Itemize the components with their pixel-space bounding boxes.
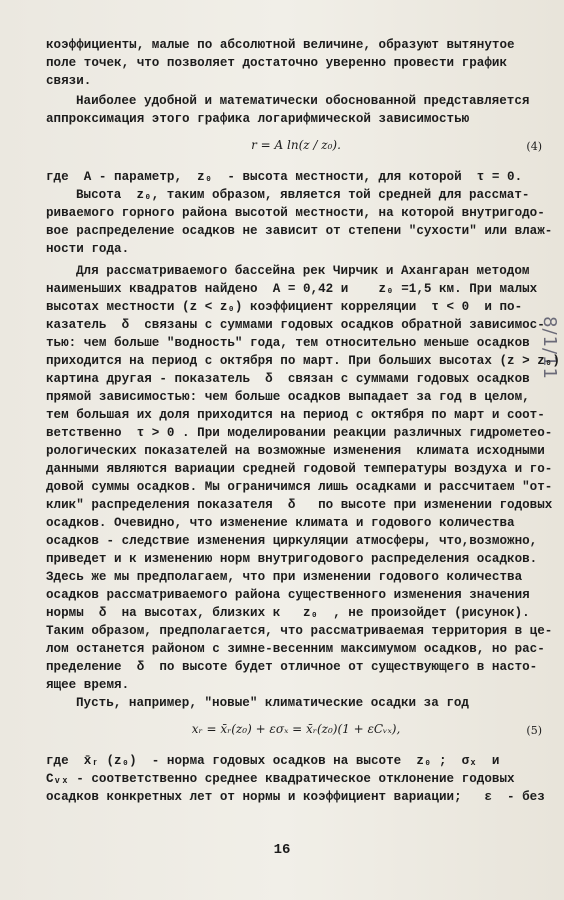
- text-line: прямой зависимостью: чем больше осадков выпадает за год в целом,: [46, 390, 530, 404]
- formula-5: xᵣ = x̄ᵣ(z₀) + εσₓ = x̄ᵣ(z₀)(1 + εCᵥₓ),: [191, 722, 401, 736]
- text-line: приведет и к изменению норм внутригодового распределения осадков.: [46, 552, 538, 566]
- equation-number-4: (4): [526, 140, 542, 153]
- text-line: где x̄ᵣ (z₀) - норма годовых осадков на высоте z₀ ; σₓ и: [46, 754, 500, 768]
- paragraph-2: [46, 92, 546, 128]
- text-line: Для рассматриваемого бассейна рек Чирчик и Ахангаран методом: [76, 264, 530, 278]
- paragraph-6: [46, 752, 546, 806]
- text-line: Таким образом, предполагается, что рассматриваемая территория в це-: [46, 624, 553, 638]
- text-line: пределение δ по высоте будет отличное от существующего в насто-: [46, 660, 538, 674]
- equation-5: [46, 716, 546, 742]
- text-line: Cᵥₓ - соответственно среднее квадратическое отклонение годовых: [46, 772, 515, 786]
- text-line: коэффициенты, малые по абсолютной величине, образуют вытянутое: [46, 38, 515, 52]
- text-line: тью: чем больше "водность" года, тем относительно меньше осадков: [46, 336, 530, 350]
- paragraph-5: [46, 694, 546, 712]
- handwritten-margin-note: 8/1/11: [539, 316, 560, 380]
- text-line: клик" распределения показателя δ по высоте при изменении годовых: [46, 498, 553, 512]
- text-line: риваемого горного района высотой местности, на которой внутригодо-: [46, 206, 545, 220]
- text-line: приходится на период с октября по март. При больших высотах (z > z₀): [46, 354, 560, 368]
- text-line: осадков - следствие изменения циркуляции атмосферы, что,возможно,: [46, 534, 538, 548]
- text-line: казатель δ связаны с суммами годовых осадков обратной зависимос-: [46, 318, 545, 332]
- text-line: осадков. Очевидно, что изменение климата и годового количества: [46, 516, 515, 530]
- text-line: тем большая их доля приходится на период с октября по март и соот-: [46, 408, 545, 422]
- text-line: высотах местности (z < z₀) коэффициент корреляции τ < 0 и по-: [46, 300, 523, 314]
- equation-number-5: (5): [526, 724, 542, 737]
- text-line: нормы δ на высотах, близких к z₀ , не произойдет (рисунок).: [46, 606, 530, 620]
- text-line: Здесь же мы предполагаем, что при изменении годового количества: [46, 570, 523, 584]
- text-line: Высота z₀, таким образом, является той средней для рассмат-: [76, 188, 530, 202]
- text-line: ности года.: [46, 242, 130, 256]
- text-line: связи.: [46, 74, 92, 88]
- formula-4: r = A ln(z / z₀).: [251, 138, 341, 152]
- paragraph-1: [46, 36, 546, 90]
- text-line: Наиболее удобной и математически обоснованной представляется: [76, 94, 530, 108]
- paragraph-3: [46, 168, 553, 258]
- text-line: вое распределение осадков не зависит от степени "сухости" или влаж-: [46, 224, 553, 238]
- text-line: Пусть, например, "новые" климатические осадки за год: [76, 696, 469, 710]
- text-line: наименьших квадратов найдено A = 0,42 и z₀ =1,5 км. При малых: [46, 282, 538, 296]
- text-line: ящее время.: [46, 678, 130, 692]
- text-line: ветственно τ > 0 . При моделировании реакции различных гидрометео-: [46, 426, 553, 440]
- text-line: довой суммы осадков. Мы ограничимся лишь осадками и рассчитаем "от-: [46, 480, 553, 494]
- text-line: осадков конкретных лет от нормы и коэффициент вариации; ε - без: [46, 790, 545, 804]
- text-line: аппроксимация этого графика логарифмической зависимостью: [46, 112, 470, 126]
- text-line: лом останется районом с зимне-весенним максимумом осадков, но рас-: [46, 642, 545, 656]
- text-line: где A - параметр, z₀ - высота местности, для которой τ = 0.: [46, 170, 523, 184]
- text-line: осадков рассматриваемого района существенного изменения значения: [46, 588, 530, 602]
- text-line: рологических показателей на возможные изменения климата исходными: [46, 444, 545, 458]
- text-line: картина другая - показатель δ связан с суммами годовых осадков: [46, 372, 530, 386]
- text-line: данными являются вариации средней годовой температуры воздуха и го-: [46, 462, 553, 476]
- text-line: поле точек, что позволяет достаточно уверенно провести график: [46, 56, 508, 70]
- equation-4: [46, 132, 546, 158]
- page-number: 16: [273, 842, 291, 858]
